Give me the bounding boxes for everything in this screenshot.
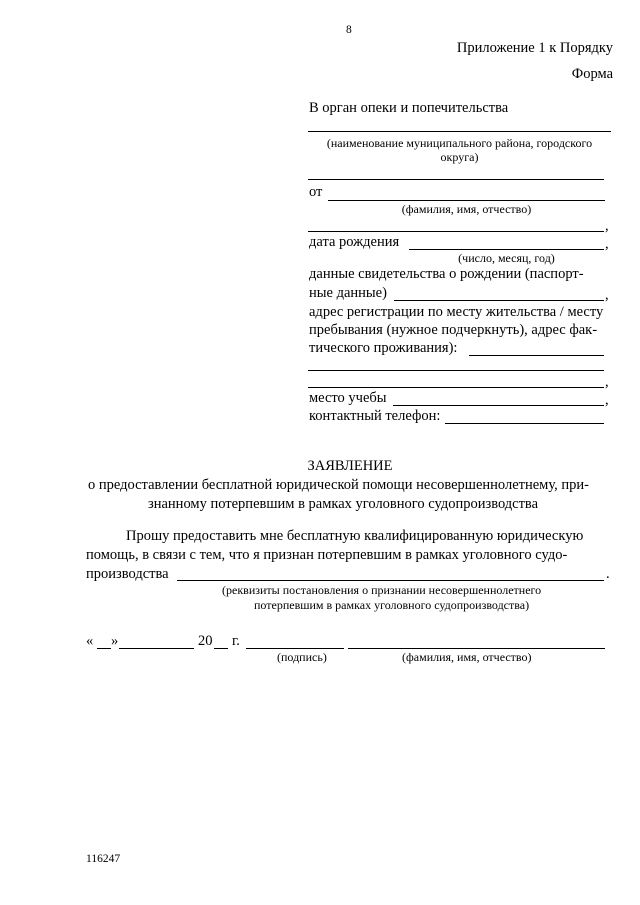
- addressee-title: В орган опеки и попечительства: [309, 100, 509, 116]
- footer-code: 116247: [86, 853, 121, 865]
- birth-date-caption: (число, месяц, год): [458, 251, 555, 265]
- fio-line-2[interactable]: [308, 231, 604, 232]
- address-label-1: адрес регистрации по месту жительства / месту: [309, 304, 604, 320]
- date-close-quote: »: [111, 633, 119, 649]
- study-place-line[interactable]: [393, 405, 604, 406]
- address-line-1[interactable]: [469, 355, 604, 356]
- from-fio-line[interactable]: [328, 200, 605, 201]
- certificate-label-1: данные свидетельства о рождении (паспорт-: [309, 266, 584, 282]
- fio-signature-caption: (фамилия, имя, отчество): [402, 650, 532, 664]
- month-line[interactable]: [119, 648, 194, 649]
- birth-date-line[interactable]: [409, 249, 604, 250]
- org-name-caption-1: (наименование муниципального района, городского: [326, 136, 593, 150]
- year-prefix: 20: [198, 633, 213, 649]
- statement-subtitle-2: знанному потерпевшим в рамках уголовного судопроизводства: [148, 496, 539, 512]
- signature-caption: (подпись): [277, 650, 327, 664]
- comma: ,: [605, 374, 609, 390]
- year-line[interactable]: [214, 648, 228, 649]
- address-line-3[interactable]: [308, 387, 604, 388]
- signature-line[interactable]: [246, 648, 344, 649]
- date-open-quote: «: [86, 633, 94, 649]
- org-name-line[interactable]: [308, 131, 611, 132]
- org-name-line-2[interactable]: [308, 179, 604, 180]
- address-line-2[interactable]: [308, 370, 604, 371]
- org-name-caption-2: округа): [440, 150, 479, 164]
- birth-date-label: дата рождения: [309, 234, 400, 250]
- statement-body-3: производства: [86, 566, 169, 582]
- decision-caption-2: потерпевшим в рамках уголовного судопроизводства): [254, 598, 530, 612]
- statement-subtitle-1: о предоставлении бесплатной юридической помощи несовершеннолетнему, при-: [88, 477, 589, 493]
- page-number: 8: [346, 24, 352, 36]
- form-label: Форма: [571, 66, 613, 82]
- certificate-line[interactable]: [394, 300, 604, 301]
- year-suffix: г.: [232, 633, 240, 649]
- study-place-label: место учебы: [309, 390, 387, 406]
- address-label-3: тического проживания):: [309, 340, 458, 356]
- phone-line[interactable]: [445, 423, 604, 424]
- comma: ,: [605, 218, 609, 234]
- day-line[interactable]: [97, 648, 111, 649]
- period: .: [606, 566, 610, 582]
- appendix-label: Приложение 1 к Порядку: [456, 40, 613, 56]
- statement-title: ЗАЯВЛЕНИЕ: [307, 458, 393, 474]
- from-fio-caption: (фамилия, имя, отчество): [401, 202, 532, 216]
- certificate-label-2: ные данные): [309, 285, 387, 301]
- decision-details-line[interactable]: [177, 580, 604, 581]
- comma: ,: [605, 236, 609, 252]
- address-label-2: пребывания (нужное подчеркнуть), адрес фак-: [309, 322, 598, 338]
- phone-label: контактный телефон:: [309, 408, 441, 424]
- decision-caption-1: (реквизиты постановления о признании несовершеннолетнего: [222, 583, 542, 597]
- fio-signature-line[interactable]: [348, 648, 605, 649]
- statement-body-2: помощь, в связи с тем, что я признан потерпевшим в рамках уголовного судо-: [86, 547, 568, 563]
- statement-body-1: Прошу предоставить мне бесплатную квалифицированную юридическую: [126, 528, 584, 544]
- from-label: от: [309, 184, 323, 200]
- comma: ,: [605, 287, 609, 303]
- comma: ,: [605, 392, 609, 408]
